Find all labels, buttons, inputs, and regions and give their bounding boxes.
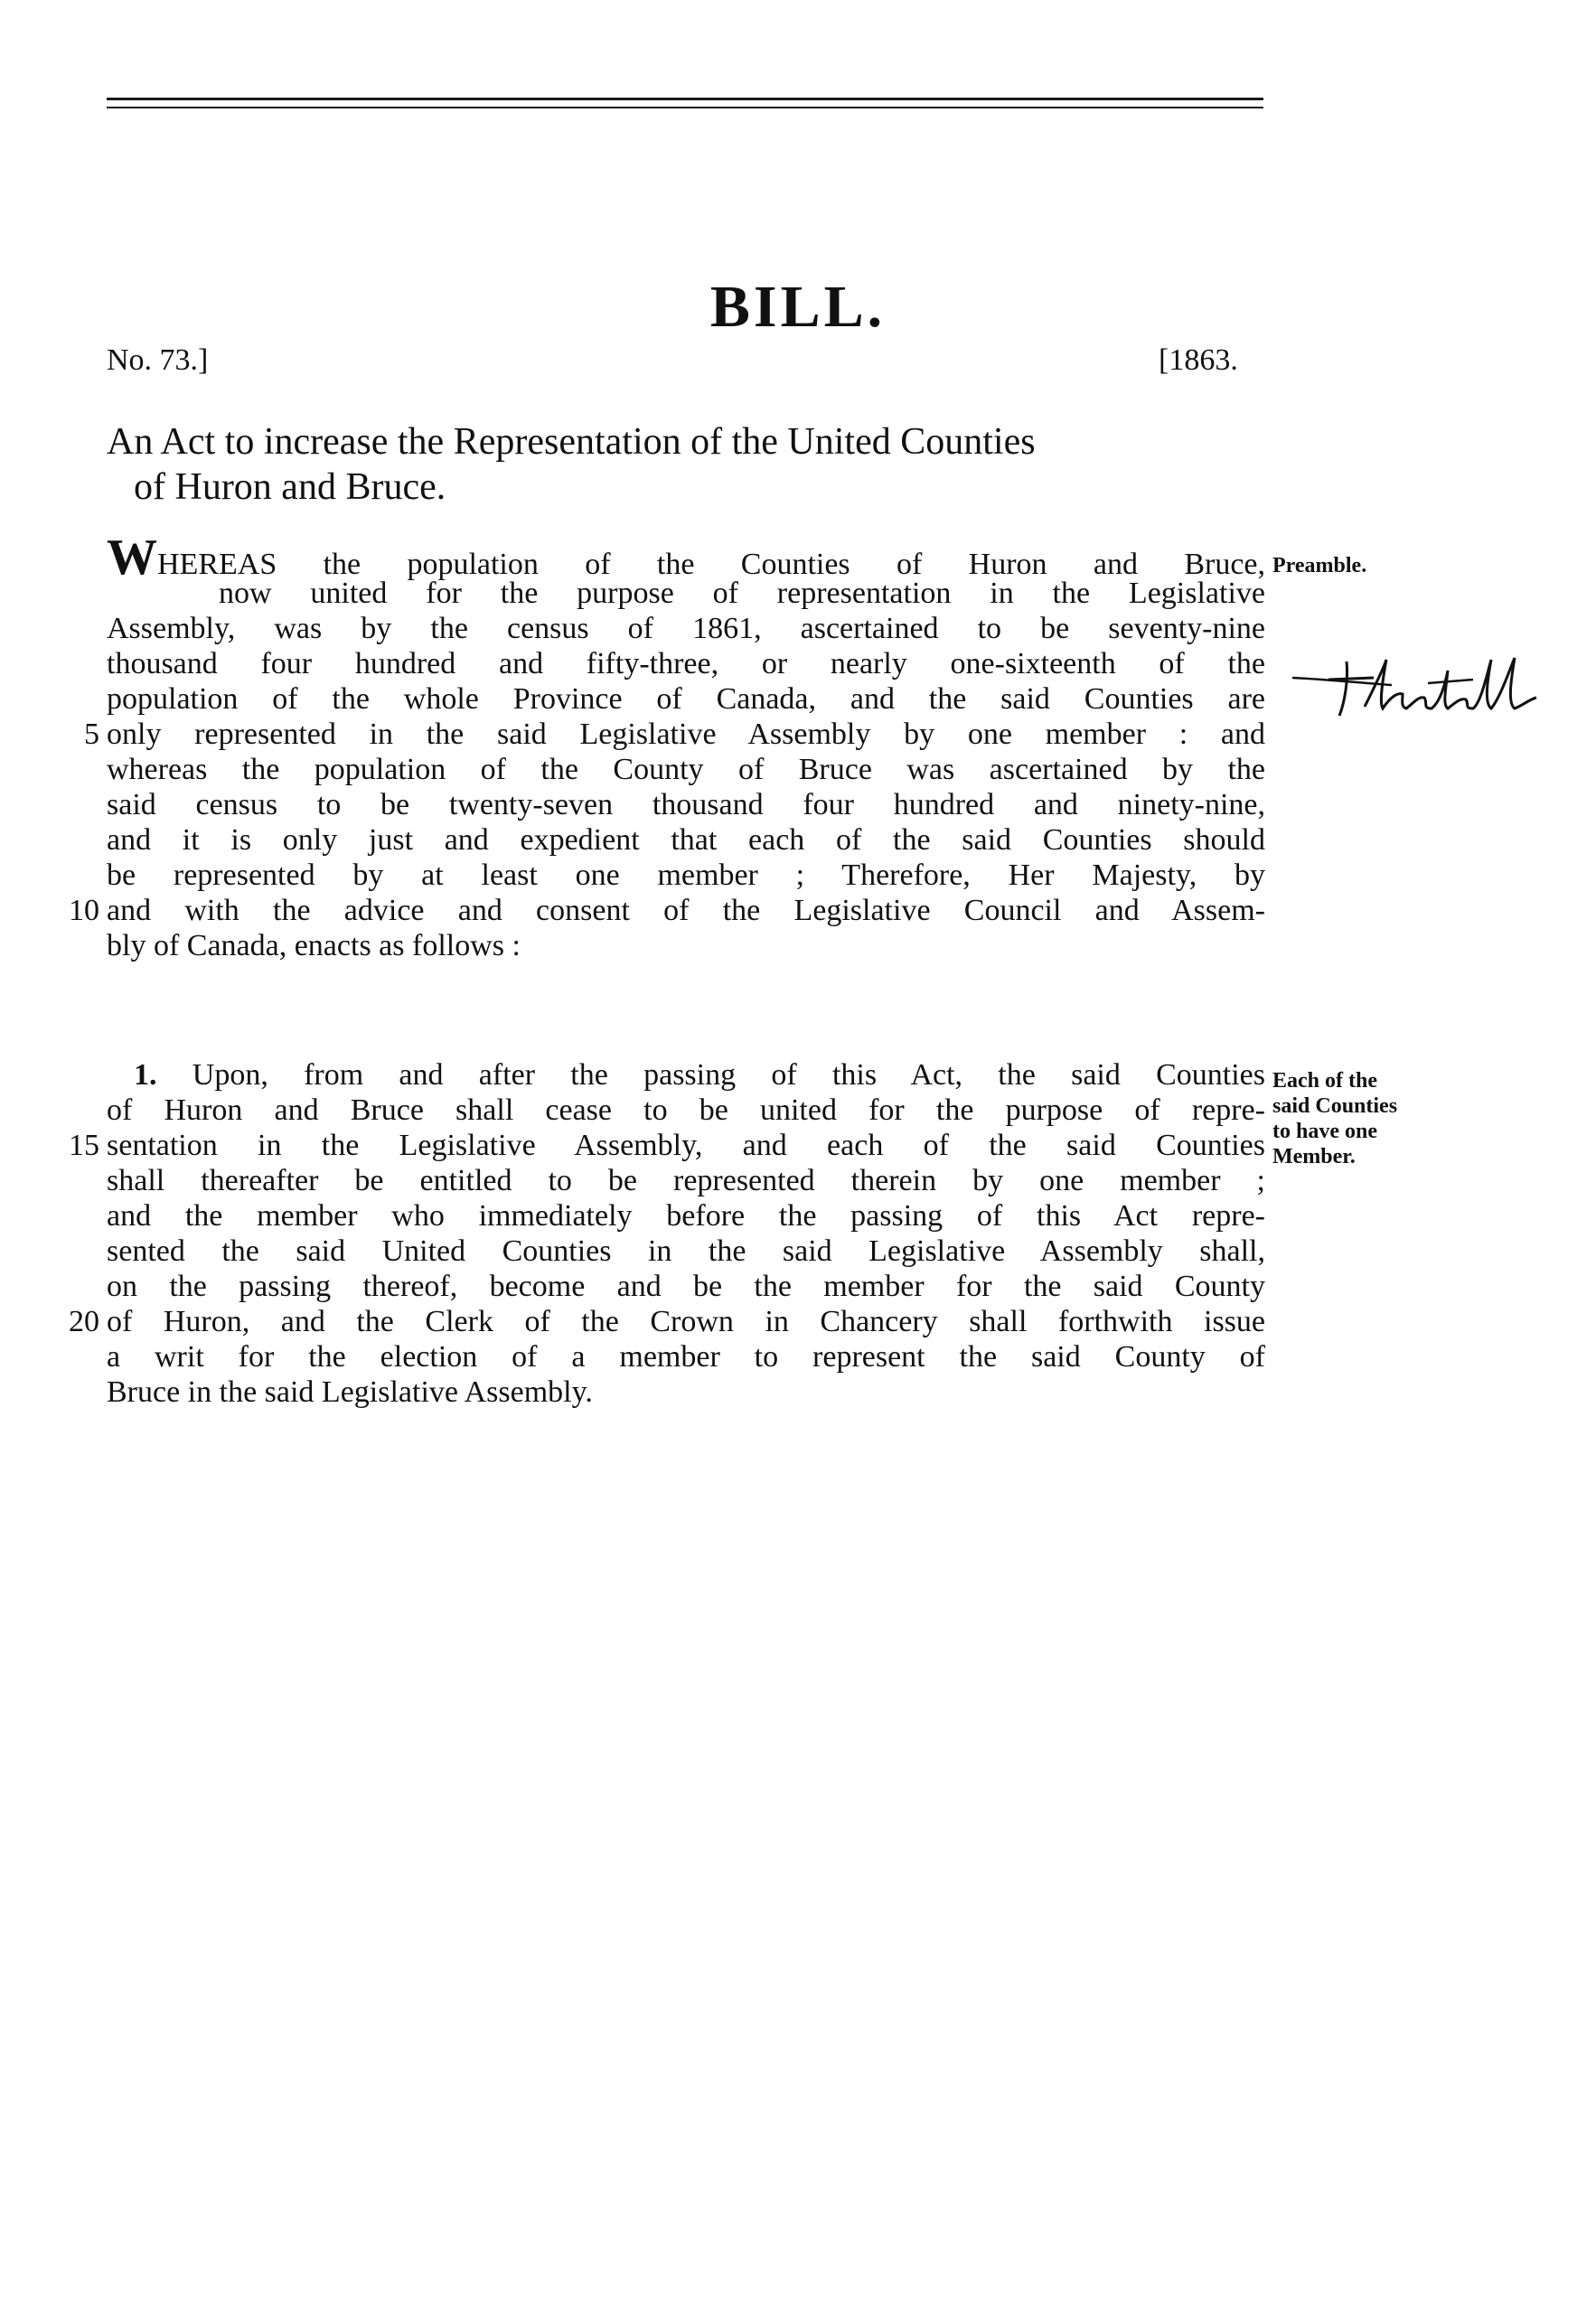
bill-number: No. 73.] [107,343,209,377]
preamble-line: said census to be twenty-seven thousand four hundred and ninety-nine, [107,788,1265,821]
line-number-5: 5 [84,718,99,751]
section-line: of Huron, and the Clerk of the Crown in Chancery shall forthwith issue [107,1305,1265,1338]
top-rule-secondary [107,107,1263,108]
preamble-line: now united for the purpose of representation in the Legislative [219,577,1265,610]
preamble-line: be represented by at least one member ; Therefore, Her Majesty, by [107,858,1265,892]
preamble-line: Assembly, was by the census of 1861, ascertained to be seventy-nine [107,612,1265,645]
section-number: 1. [134,1058,157,1092]
handwritten-note-text: the tenth [1292,652,1296,653]
section-line-1-text: Upon, from and after the passing of this Act, the said Counties [192,1058,1266,1092]
section-line: of Huron and Bruce shall cease to be united for the purpose of repre- [107,1093,1265,1127]
section-line: a writ for the election of a member to represent the said County of [107,1340,1265,1374]
handwritten-annotation [1292,652,1563,725]
preamble-line: bly of Canada, enacts as follows : [107,929,521,962]
preamble-text [107,530,1265,963]
margin-note-preamble: Preamble. [1272,554,1367,577]
margin-note-line: Each of the [1272,1069,1377,1093]
line-number-15: 15 [69,1129,99,1162]
preamble-line [107,530,1265,586]
act-title [107,419,1272,510]
preamble-line: only represented in the said Legislative Assembly by one member : and [107,718,1265,751]
bill-title: BILL. [709,274,887,340]
dropcap: W [107,530,157,586]
line-number-10: 10 [69,894,99,927]
act-title-line-1: An Act to increase the Representation of the United Counties [107,421,1036,463]
section-line: Bruce in the said Legislative Assembly. [107,1375,593,1409]
bill-year: [1863. [1159,343,1238,377]
section-1-text [107,1057,1265,1410]
top-rule [107,98,1263,100]
preamble-line: and it is only just and expedient that each of the said Counties should [107,823,1265,857]
section-line: shall thereafter be entitled to be represented therein by one member ; [107,1164,1265,1197]
margin-note-section-1 [1272,1068,1462,1169]
act-title-line-2: of Huron and Bruce. [134,466,446,508]
section-line: and the member who immediately before the passing of this Act repre- [107,1199,1265,1233]
line-number-20: 20 [69,1305,99,1338]
preamble-line: population of the whole Province of Canada, and the said Counties are [107,682,1265,716]
preamble-line-1-text: HEREAS the population of the Counties of Huron and Bruce, [157,548,1265,581]
margin-note-line: said Counties [1272,1094,1398,1118]
preamble-line: whereas the population of the County of Bruce was ascertained by the [107,753,1265,786]
preamble-line: thousand four hundred and fifty-three, or nearly one-sixteenth of the [107,647,1265,680]
section-line: sentation in the Legislative Assembly, and each of the said Counties [107,1129,1265,1162]
section-line [107,1057,1265,1093]
section-line: on the passing thereof, become and be the member for the said County [107,1270,1265,1303]
section-line: sented the said United Counties in the said Legislative Assembly shall, [107,1234,1265,1268]
margin-note-line: Member. [1272,1145,1356,1168]
margin-note-line: to have one [1272,1120,1377,1143]
preamble-line: and with the advice and consent of the Legislative Council and Assem- [107,894,1265,927]
